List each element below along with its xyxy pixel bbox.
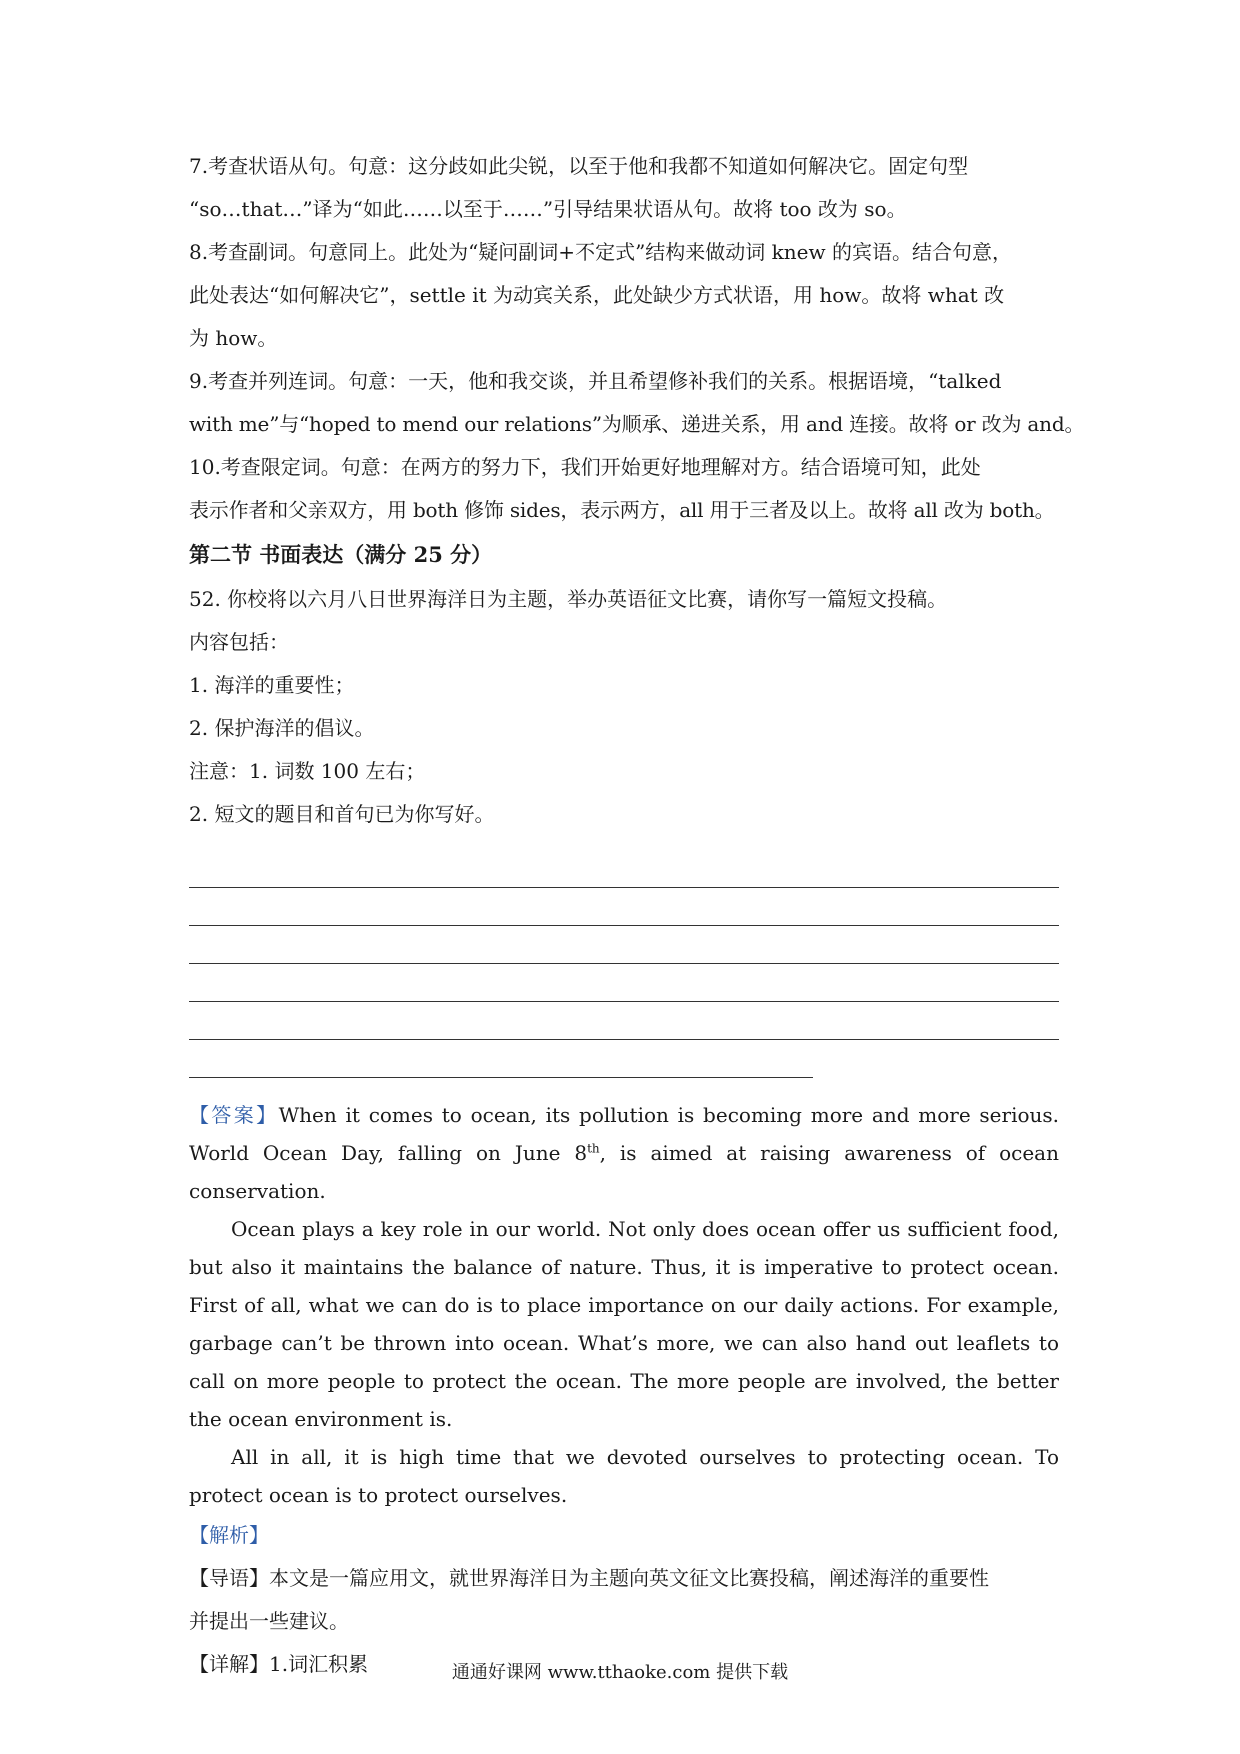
blank-line (189, 888, 1059, 926)
explanation-line: with me”与“hoped to mend our relations”为顺承、递进关系，用 and 连接。故将 or 改为 and。 (189, 412, 1085, 436)
prompt-line: 52. 你校将以六月八日世界海洋日为主题，举办英语征文比赛，请你写一篇短文投稿。 (189, 587, 948, 611)
explanation-block (189, 145, 1085, 532)
guide-line-continued: 并提出一些建议。 (189, 1609, 349, 1633)
explanation-line: “so…that…”译为“如此……以至于……”引导结果状语从句。故将 too 改为 so。 (189, 197, 907, 221)
prompt-line: 注意：1. 词数 100 左右； (189, 759, 426, 783)
explanation-line: 表示作者和父亲双方，用 both 修饰 sides，表示两方，all 用于三者及以上。故将 all 改为 both。 (189, 498, 1055, 522)
detail-text: 1.词汇积累 (269, 1652, 369, 1676)
prompt-line: 内容包括： (189, 630, 289, 654)
explanation-line: 此处表达“如何解决它”，settle it 为动宾关系，此处缺少方式状语，用 how。故将 what 改 (189, 283, 1005, 307)
explanation-line: 10.考查限定词。句意：在两方的努力下，我们开始更好地理解对方。结合语境可知，此处 (189, 455, 981, 479)
blank-line (189, 1040, 813, 1078)
answer-text: When it comes to ocean, its pollution is becoming more and more serious. World Ocean Day, falling on June 8 (189, 1103, 1060, 1165)
guide-tag: 【导语】 (189, 1566, 269, 1590)
blank-line (189, 964, 1059, 1002)
answer-paragraph-3: All in all, it is high time that we devoted ourselves to protecting ocean. To protect ocean is to protect ourselves. (189, 1445, 1059, 1507)
blank-line (189, 1002, 1059, 1040)
explanation-line: 7.考查状语从句。句意：这分歧如此尖锐，以至于他和我都不知道如何解决它。固定句型 (189, 154, 969, 178)
answer-paragraph-1 (189, 1096, 1059, 1210)
writing-prompt (189, 578, 1059, 836)
guide-line (189, 1557, 1059, 1600)
explanation-line: 8.考查副词。句意同上。此处为“疑问副词+不定式”结构来做动词 knew 的宾语。结合句意， (189, 240, 1012, 264)
section-heading: 第二节 书面表达（满分 25 分） (189, 542, 493, 567)
answer-tag: 【答案】 (189, 1103, 279, 1127)
guide-text: 本文是一篇应用文，就世界海洋日为主题向英文征文比赛投稿，阐述海洋的重要性 (269, 1566, 989, 1590)
analysis-tag: 【解析】 (189, 1523, 269, 1547)
explanation-line: 为 how。 (189, 326, 278, 350)
prompt-line: 2. 短文的题目和首句已为你写好。 (189, 802, 495, 826)
explanation-line: 9.考查并列连词。句意：一天，他和我交谈，并且希望修补我们的关系。根据语境，“talked (189, 369, 1002, 393)
answer-blank-lines (189, 850, 1059, 1078)
answer-paragraph-2: Ocean plays a key role in our world. Not only does ocean offer us sufficient food, but also it maintains the balance of nature. Thus, it is imperative to protect ocean. First of all, what we can do is to place importance on our daily actions. For example, garbage can’t be thrown into ocean. What’s more, we can also hand out leaflets to call on more people to protect the ocean. The more people are involved, the better the ocean environment is. (189, 1217, 1059, 1431)
model-answer (189, 1096, 1059, 1514)
page-footer: 通通好课网 www.tthaoke.com 提供下载 (451, 1662, 789, 1683)
detail-tag: 【详解】 (189, 1652, 269, 1676)
ordinal-suffix: th (587, 1141, 600, 1156)
blank-line (189, 850, 1059, 888)
prompt-line: 1. 海洋的重要性； (189, 673, 355, 697)
blank-line (189, 926, 1059, 964)
prompt-line: 2. 保护海洋的倡议。 (189, 716, 375, 740)
page-content (189, 145, 1085, 1686)
analysis-line (189, 1514, 1059, 1557)
answer-text: , is aimed at raising awareness of ocean conservation. (189, 1141, 1059, 1203)
